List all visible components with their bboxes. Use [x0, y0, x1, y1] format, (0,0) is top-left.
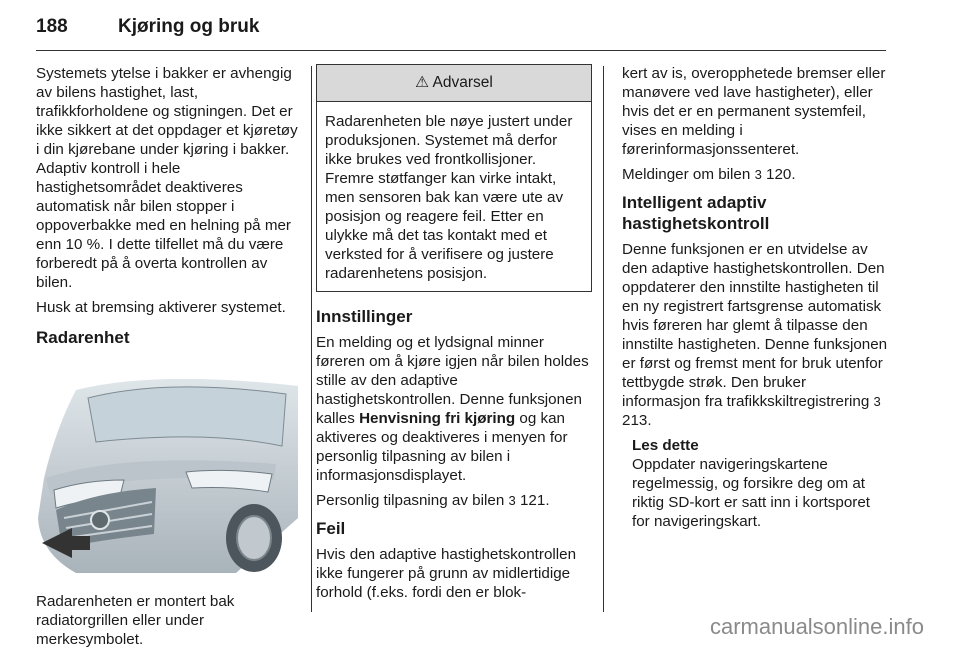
note-title: Les dette — [632, 437, 699, 454]
warning-header — [317, 65, 591, 102]
page-number: 188 — [36, 16, 68, 37]
warning-text: Radarenheten ble nøye justert under produksjonen. Systemet må derfor ikke brukes ved frontkollisjoner. Fremre støtfanger kan virke intakt, men sensoren bak kan være ute av posisjon og reagere feil. Etter en ulykke må det tas kontakt med et verksted for å verifisere og justere radarenhetens posisjon. — [325, 113, 573, 282]
note-box — [632, 436, 888, 531]
settings-text-b: og kan aktiveres og deaktiveres i menyen for personlig tilpasning av bilen i informasjonsdisplayet. — [316, 410, 568, 484]
intelligent-acc-text: Denne funksjonen er en utvidelse av den adaptive hastighetskontrollen. Den oppdaterer den innstilte hastigheten til en ny registrert fartsgrense automatisk hvis føreren har glemt å tilpasse den innstilte hastigheten. Denne funksjonen er først og fremst ment for bruk utenfor tettbygde strøk. Den bruker informasjon fra trafikkskiltregistrering — [622, 241, 888, 410]
paragraph-faults: Hvis den adaptive hastighetskontrollen ikke fungerer på grunn av midlertidige forhold (f.eks. fordi den er blok- — [316, 546, 577, 601]
paragraph-settings — [316, 333, 592, 485]
settings-function-name: Henvisning fri kjøring — [359, 410, 516, 427]
watermark: carmanualsonline.info — [709, 614, 924, 639]
chapter-title: Kjøring og bruk — [118, 16, 260, 37]
column-divider-2 — [603, 66, 604, 612]
warning-icon: ⚠ — [415, 74, 430, 91]
column-left — [36, 64, 300, 655]
personalisation-page-ref: 121. — [519, 492, 550, 509]
paragraph-messages — [622, 165, 888, 184]
column-right — [622, 64, 888, 531]
page-header — [36, 6, 886, 46]
page-reference-icon: 3 — [508, 493, 516, 508]
paragraph-hill-performance: Systemets ytelse i bakker er avhengig av bilens hastighet, last, trafikkforholdene og stigningen. Det er ikke sikkert at det oppdager et kjøretøy i din kjørebane under kjøring i bakker. Adaptiv kontroll i hele hastighetsområdet deaktiveres automatisk når bilen stopper i oppoverbakke med en helning på mer enn 10 %. I dette tilfellet må du være forberedt på å overta kontrollen av bilen. — [36, 65, 298, 291]
paragraph-intelligent-acc — [622, 240, 888, 430]
intelligent-acc-page-ref: 213. — [622, 412, 652, 429]
personalisation-text: Personlig tilpasning av bilen — [316, 492, 505, 509]
heading-intelligent-acc: Intelligent adaptiv hastighetskontroll — [622, 193, 770, 233]
warning-box — [316, 64, 592, 292]
paragraph-personalisation — [316, 491, 592, 510]
column-divider-1 — [311, 66, 312, 612]
header-rule — [36, 50, 886, 51]
paragraph-braking: Husk at bremsing aktiverer systemet. — [36, 299, 286, 316]
note-text: Oppdater navigeringskartene regelmessig, og forsikre deg om at riktig SD-kort er satt inn i kortsporet for navigeringskart. — [632, 456, 871, 530]
paragraph-faults-cont: kert av is, overopphetede bremser eller manøvere ved lave hastigheter), eller hvis det er en permanent systemfeil, vises en melding i førerinformasjonssenteret. — [622, 65, 886, 158]
car-front-illustration — [36, 368, 300, 578]
heading-innstillinger: Innstillinger — [316, 307, 413, 326]
page-reference-icon: 3 — [873, 394, 881, 409]
warning-title: Advarsel — [432, 74, 493, 91]
heading-radarenhet: Radarenhet — [36, 328, 130, 347]
heading-feil: Feil — [316, 519, 346, 538]
column-middle — [316, 64, 592, 608]
figure-caption: Radarenheten er montert bak radiatorgrillen eller under merkesymbolet. — [36, 593, 235, 648]
page-reference-icon: 3 — [754, 167, 762, 182]
messages-page-ref: 120. — [766, 166, 796, 183]
messages-text: Meldinger om bilen — [622, 166, 751, 183]
settings-text-a: En melding og et lydsignal minner føreren om å kjøre igjen når bilen holdes stille av den adaptive hastighetskontrollen. Denne funksjonen kalles — [316, 334, 589, 427]
